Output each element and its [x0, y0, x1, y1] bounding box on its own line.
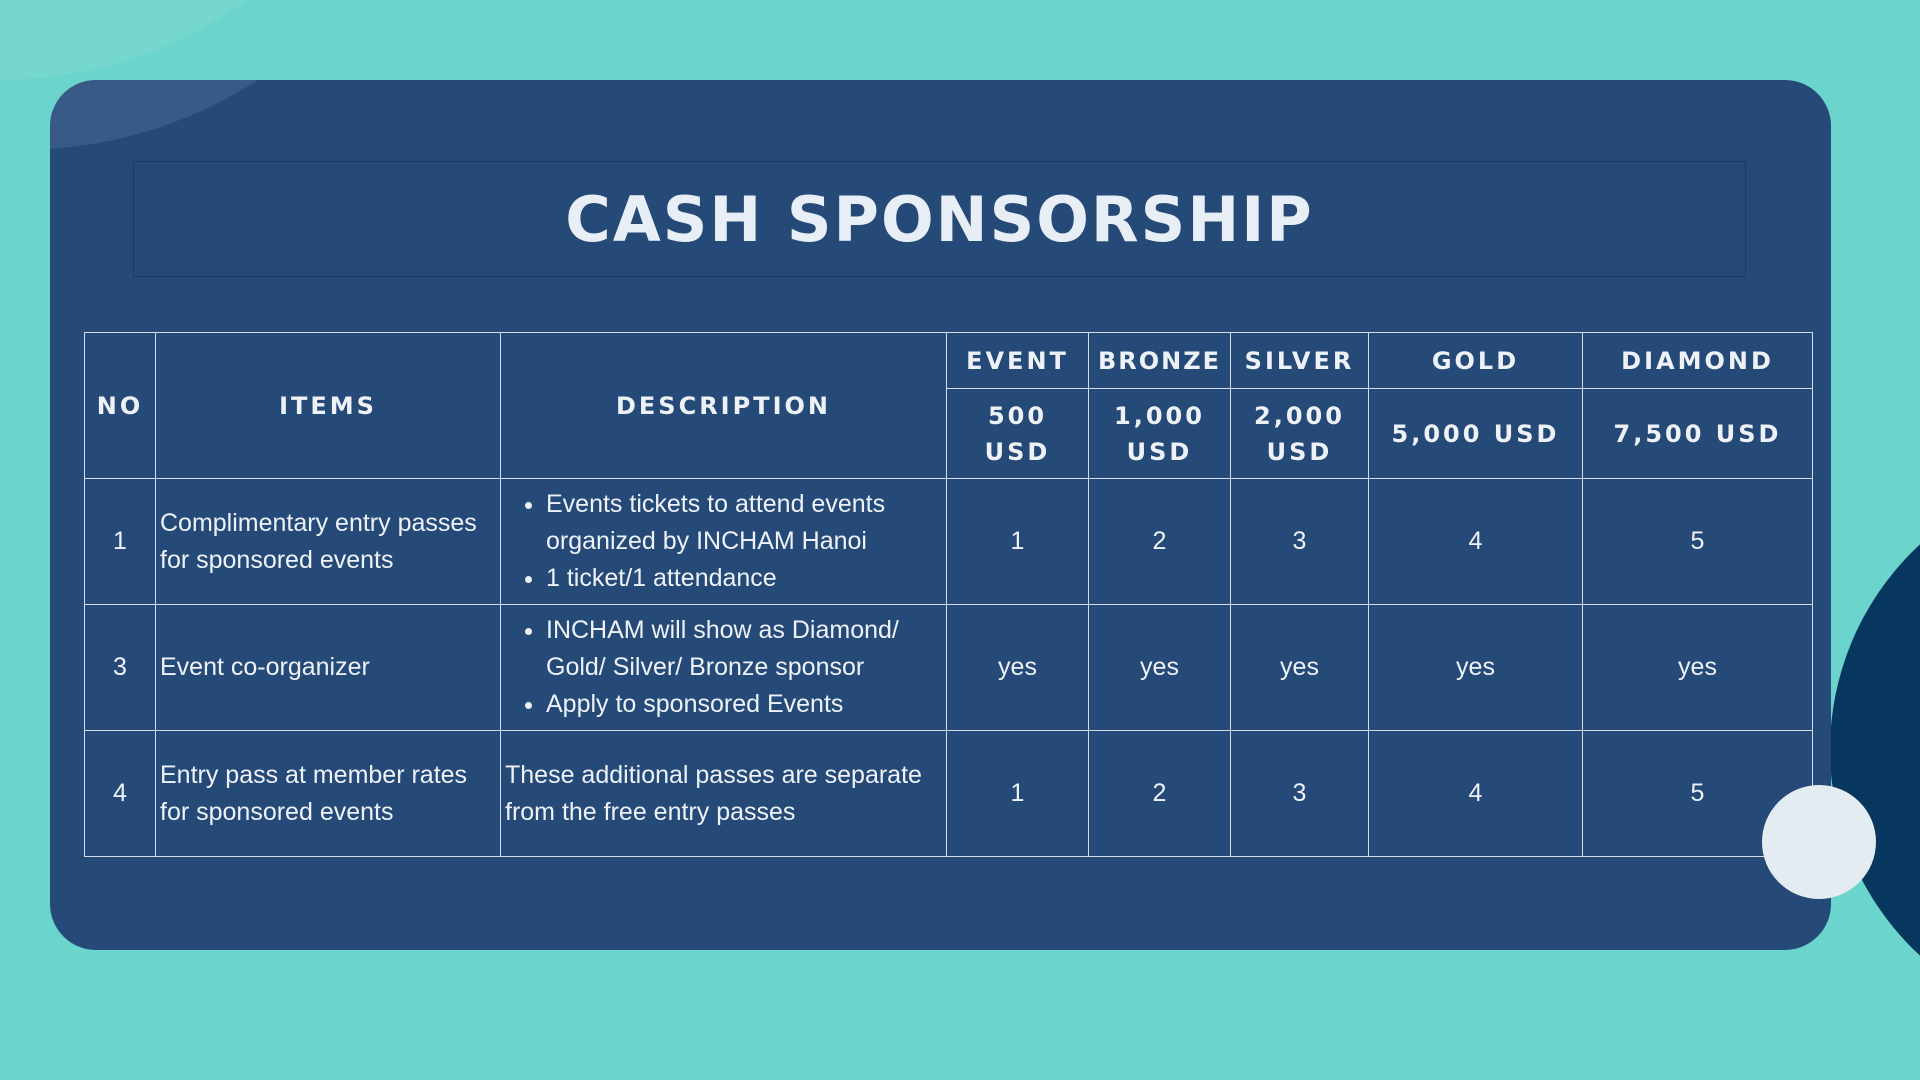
row-item: Entry pass at member rates for sponsored events	[156, 731, 501, 857]
header-row-tiers	[85, 333, 1813, 389]
value-diamond: 5	[1583, 731, 1813, 857]
row-description	[501, 605, 947, 731]
row-item: Event co-organizer	[156, 605, 501, 731]
page-title: CASH SPONSORSHIP	[565, 182, 1314, 256]
row-no: 4	[85, 731, 156, 857]
value-silver: yes	[1231, 605, 1369, 731]
header-tier-event: EVENT	[947, 333, 1089, 389]
value-event: 1	[947, 479, 1089, 605]
decorative-dot	[1762, 785, 1876, 899]
header-tier-diamond: DIAMOND	[1583, 333, 1813, 389]
value-event: 1	[947, 731, 1089, 857]
value-silver: 3	[1231, 479, 1369, 605]
price-diamond: 7,500 USD	[1583, 389, 1813, 479]
header-tier-gold: GOLD	[1369, 333, 1583, 389]
header-no: NO	[85, 333, 156, 479]
background-arc-decoration	[0, 0, 420, 80]
description-bullet: • Events tickets to attend events organized by INCHAM Hanoi	[546, 486, 942, 560]
value-gold: yes	[1369, 605, 1583, 731]
header-description: DESCRIPTION	[501, 333, 947, 479]
value-silver: 3	[1231, 731, 1369, 857]
table-row	[85, 479, 1813, 605]
value-bronze: 2	[1089, 479, 1231, 605]
price-gold: 5,000 USD	[1369, 389, 1583, 479]
header-items: ITEMS	[156, 333, 501, 479]
row-item: Complimentary entry passes for sponsored events	[156, 479, 501, 605]
background-circle-decoration	[1830, 470, 1920, 1030]
row-description: These additional passes are separate from the free entry passes	[501, 731, 947, 857]
description-bullet: • 1 ticket/1 attendance	[546, 560, 942, 597]
description-list	[505, 486, 942, 597]
sponsorship-card	[50, 80, 1831, 950]
value-bronze: yes	[1089, 605, 1231, 731]
value-event: yes	[947, 605, 1089, 731]
header-tier-silver: SILVER	[1231, 333, 1369, 389]
card-arc-decoration	[50, 80, 460, 150]
table-row	[85, 731, 1813, 857]
table-row	[85, 605, 1813, 731]
description-list	[505, 612, 942, 723]
price-silver: 2,000 USD	[1231, 389, 1369, 479]
value-diamond: yes	[1583, 605, 1813, 731]
value-gold: 4	[1369, 479, 1583, 605]
description-bullet: • Apply to sponsored Events	[546, 686, 942, 723]
row-description	[501, 479, 947, 605]
value-gold: 4	[1369, 731, 1583, 857]
price-bronze: 1,000 USD	[1089, 389, 1231, 479]
row-no: 3	[85, 605, 156, 731]
header-tier-bronze: BRONZE	[1089, 333, 1231, 389]
price-event: 500 USD	[947, 389, 1089, 479]
sponsorship-table	[84, 332, 1813, 857]
row-no: 1	[85, 479, 156, 605]
value-diamond: 5	[1583, 479, 1813, 605]
description-bullet: • INCHAM will show as Diamond/ Gold/ Silver/ Bronze sponsor	[546, 612, 942, 686]
value-bronze: 2	[1089, 731, 1231, 857]
title-box	[133, 161, 1746, 277]
